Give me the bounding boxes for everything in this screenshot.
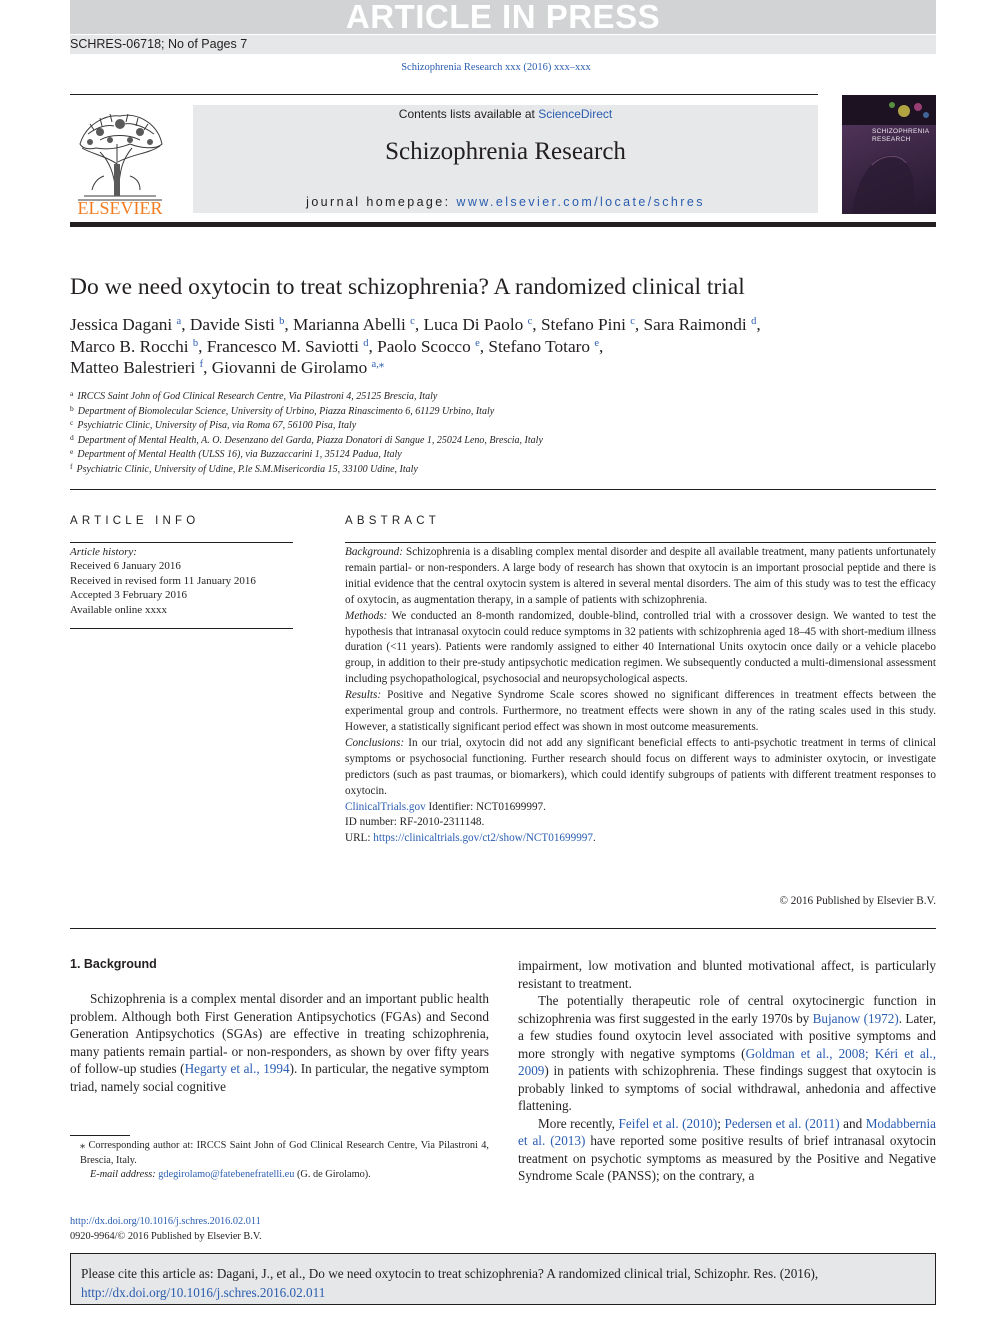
affiliation-link[interactable]: c (527, 316, 533, 327)
citation-link[interactable]: Bujanow (1972) (812, 1010, 899, 1026)
author[interactable]: Matteo Balestrieri $^f$ (70, 358, 204, 377)
section-rule (70, 489, 936, 490)
affiliation-item: $^c$ Psychiatric Clinic, University of Pisa, via Roma 67, 56100 Pisa, Italy (70, 418, 357, 431)
author[interactable]: Marco B. Rocchi $^b$ (70, 336, 199, 356)
article-info-rule (70, 542, 293, 543)
affiliation-item: $^e$ Department of Mental Health (ULSS 16), via Buzzaccarini 1, 35124 Padua, Italy (70, 447, 402, 460)
article-history (70, 545, 293, 617)
cover-art-icon (842, 95, 936, 214)
journal-homepage-line (193, 195, 818, 209)
author[interactable]: Marianna Abelli $^c$ (293, 315, 415, 334)
body-paragraph: More recently, Feifel et al. (2010); Pedersen et al. (2011) and Modabbernia et al. (2013) have reported some positive results of brief intranasal oxytocin treatment on psychotic symptoms as measured by the Positive and Negative Syndrome Scale (PANSS); on the contrary, a (518, 1115, 937, 1183)
history-item: Accepted 3 February 2016 (70, 589, 187, 602)
affiliation-item: $^f$ Psychiatric Clinic, University of Udine, P.le S.M.Misericordia 15, 33100 Udine, Italy (70, 461, 418, 475)
body-paragraph: The potentially therapeutic role of central oxytocinergic function in schizophrenia was first suggested in the early 1970s by Bujanow (1972). Later, a few studies found oxytocin level associated with positive symptoms and more strongly with negative symptoms (Goldman et al., 2008; Kéri et al., 2009) in patients with schizophrenia. These findings suggest that oxytocin is probably linked to symptoms of social withdrawal, anhedonia and affective flattening. (518, 993, 936, 1113)
contents-prefix: Contents lists available at (398, 107, 539, 121)
trial-url-line: URL: https://clinicaltrials.gov/ct2/show/NCT01699997. (345, 832, 596, 845)
history-item: Received 6 January 2016 (70, 560, 181, 573)
author-email-link[interactable]: gdegirolamo@fatebenefratelli.eu (158, 1169, 295, 1180)
cover-title: SCHIZOPHRENIA RESEARCH (872, 128, 929, 143)
banner-text: ARTICLE IN PRESS (345, 0, 661, 35)
affiliation-item: $^b$ Department of Biomolecular Science, University of Urbino, Piazza Rinascimento 6, 61129 Urbino, Italy (70, 403, 495, 417)
author[interactable]: Francesco M. Saviotti $^d$ (206, 336, 369, 356)
citation-doi-link[interactable]: http://dx.doi.org/10.1016/j.schres.2016.02.011 (81, 1285, 326, 1300)
article-info-bottom-rule (70, 628, 293, 629)
header-rule (70, 94, 818, 95)
body-right-column (518, 957, 936, 1185)
author[interactable]: Paolo Scocco $^e$ (377, 336, 480, 356)
sciencedirect-link[interactable]: ScienceDirect (538, 107, 613, 121)
journal-reference-link[interactable]: Schizophrenia Research xxx (2016) xxx–xxx (401, 62, 591, 73)
citation-link[interactable]: Pedersen et al. (2011) (724, 1115, 840, 1131)
paper-title: Do we need oxytocin to treat schizophrenia? A randomized clinical trial (70, 274, 745, 300)
doi-link[interactable]: http://dx.doi.org/10.1016/j.schres.2016.02.011 (70, 1216, 261, 1227)
elsevier-tree-icon (70, 104, 170, 216)
trial-registry-line: ClinicalTrials.gov Identifier: NCT01699997. (345, 800, 546, 813)
affiliation-link[interactable]: b (279, 316, 285, 327)
abstract-conclusions: Conclusions: In our trial, oxytocin did not add any significant beneficial effects to anti-psychotic treatment in terms of clinical symptoms or psychosocial functioning. Further research should focus on different ways to administer oxytocin, or investigate predictors (such as past traumas, or biomarkers), which could identify subgroups of patients with different treatment responses to oxytocin. (345, 736, 936, 797)
affiliation-link[interactable]: f (199, 359, 204, 370)
citation-link[interactable]: Feifel et al. (2010) (618, 1115, 718, 1131)
affiliation-link[interactable]: a,⁎ (371, 359, 385, 370)
article-in-press-banner (70, 0, 936, 34)
abstract-body (345, 545, 936, 847)
abstract-copyright: © 2016 Published by Elsevier B.V. (779, 895, 936, 907)
issn-line: 0920-9964/© 2016 Published by Elsevier B.V. (70, 1230, 262, 1242)
citation-link[interactable]: Hegarty et al., 1994 (184, 1061, 290, 1076)
clinicaltrials-link[interactable]: ClinicalTrials.gov (345, 800, 426, 813)
journal-title: Schizophrenia Research (385, 138, 626, 165)
affiliation-item: $^d$ Department of Mental Health, A. O. Desenzano del Garda, Piazza Donatori di Sangue 1, 25024 Leno, Brescia, Italy (70, 432, 543, 446)
author[interactable]: Jessica Dagani $^a$ (70, 315, 182, 334)
email-line: E-mail address: gdegirolamo@fatebenefratelli.eu (G. de Girolamo). (90, 1169, 371, 1180)
trial-url-link[interactable]: https://clinicaltrials.gov/ct2/show/NCT01699997 (373, 832, 593, 845)
homepage-prefix: journal homepage: (306, 195, 457, 209)
affiliation-item: $^a$ IRCCS Saint John of God Clinical Research Centre, Via Pilastroni 4, 25125 Brescia, Italy (70, 389, 438, 402)
author[interactable]: Stefano Pini $^c$ (540, 315, 635, 334)
journal-info-box (193, 105, 818, 213)
footnote-rule (70, 1135, 130, 1136)
section-heading-background: 1. Background (70, 957, 157, 971)
affiliation-link[interactable]: a (176, 316, 182, 327)
affiliation-link[interactable]: e (594, 337, 600, 349)
affiliations (70, 390, 936, 477)
author[interactable]: Sara Raimondi $^d$ (643, 315, 757, 334)
corresponding-author-text: ⁎ Corresponding author at: IRCCS Saint John of God Clinical Research Centre, Via Pilastroni 4, Brescia, Italy. (80, 1140, 489, 1166)
affiliation-link[interactable]: d (751, 316, 757, 327)
doi-block (70, 1215, 262, 1244)
manuscript-id: SCHRES-06718; No of Pages 7 (70, 37, 248, 51)
author[interactable]: Davide Sisti $^b$ (189, 315, 285, 334)
history-label: Article history: (70, 546, 137, 558)
journal-header (70, 94, 936, 218)
history-item: Available online xxxx (70, 603, 167, 616)
contents-line (193, 105, 818, 121)
abstract-background: Background: Schizophrenia is a disabling complex mental disorder and despite all available treatment, many patients unfortunately remain partial- or non-responders. A large body of research has shown that oxytocin is an important prosocial peptide and there is initial evidence that the central oxytocin system is altered in several mental disorders. The aim of this study was to test the efficacy of oxytocin, as augmentation therapy, in a sample of patients with schizophrenia. (345, 546, 936, 606)
affiliation-link[interactable]: b (192, 337, 199, 349)
abstract-results: Results: Positive and Negative Syndrome Scale scores showed no significant differences in treatment effects between the experimental group and controls. Furthermore, no treatment effects were shown in any of the rating scales used in this study. However, a statistically significant period effect was shown in most outcome measurements. (345, 689, 936, 733)
citation-box (70, 1253, 936, 1305)
author[interactable]: Stefano Totaro $^e$ (488, 336, 600, 356)
journal-cover-image[interactable] (842, 95, 936, 214)
trial-id-number: ID number: RF-2010-2311148. (345, 816, 485, 829)
body-paragraph: Schizophrenia is a complex mental disorder and an important public health problem. Although both First Generation Antipsychotics (FGAs) and Second Generation Antipsychotics (SGAs) are effective in treating schizophrenia, many patients remain partial- or non-responders, as shown by over fifty years of follow-up studies (Hegarty et al., 1994). In particular, the negative symptom triad, namely social cognitive (70, 991, 489, 1094)
affiliation-link[interactable]: d (363, 337, 369, 349)
journal-homepage-link[interactable]: www.elsevier.com/locate/schres (456, 195, 705, 209)
citation-link[interactable]: Goldman et al., 2008; Kéri et al., 2009 (518, 1045, 936, 1078)
header-thick-rule (70, 222, 936, 227)
affiliation-link[interactable]: e (475, 337, 480, 349)
abstract-heading: ABSTRACT (345, 515, 440, 527)
author-list: Jessica Dagani $^a$, Davide Sisti $^b$, Marianna Abelli $^c$, Luca Di Paolo $^c$, Stefano Pini $^c$, Sara Raimondi $^d$, Marco B. Rocchi $^b$, Francesco M. Saviotti $^d$, Paolo Scocco $^e$, Stefano Totaro $^e$, Matteo Balestrieri $^f$, Giovanni de Girolamo $^{a,⁎}$ (70, 315, 761, 377)
corresponding-author-footnote (70, 1139, 489, 1183)
history-item: Received in revised form 11 January 2016 (70, 574, 256, 587)
author[interactable]: Giovanni de Girolamo $^{a,⁎}$ (211, 358, 385, 377)
citation-link[interactable]: Modabbernia et al. (2013) (518, 1115, 937, 1148)
body-rule (70, 928, 936, 929)
elsevier-logo[interactable] (70, 104, 170, 216)
citation-text: Please cite this article as: Dagani, J., et al., Do we need oxytocin to treat schizophrenia? A randomized clinical trial, Schizophr. Res. (2016), (81, 1266, 819, 1281)
elsevier-wordmark: ELSEVIER (77, 198, 163, 216)
body-paragraph: impairment, low motivation and blunted motivational affect, is particularly resistant to treatment. (518, 958, 936, 991)
abstract-methods: Methods: We conducted an 8-month randomized, double-blind, controlled trial with a crossover design. We wanted to test the hypothesis that intranasal oxytocin could reduce symptoms in 32 patients with schizophrenia aged 18–45 with short-medium illness duration (<11 years). Patients were randomly assigned to either 40 International Units oxytocin once daily or a vehicle placebo group, in addition to their pre-study antipsychotic medication regimen. We subsequently conducted a multi-dimensional assessment including psychopathological, psychosocial and neuropsychological aspects. (345, 609, 936, 686)
affiliation-link[interactable]: c (410, 316, 415, 327)
body-left-column (70, 990, 489, 1095)
affiliation-link[interactable]: c (630, 316, 635, 327)
abstract-rule (345, 542, 936, 543)
author[interactable]: Luca Di Paolo $^c$ (423, 315, 533, 334)
article-info-heading: ARTICLE INFO (70, 515, 200, 527)
